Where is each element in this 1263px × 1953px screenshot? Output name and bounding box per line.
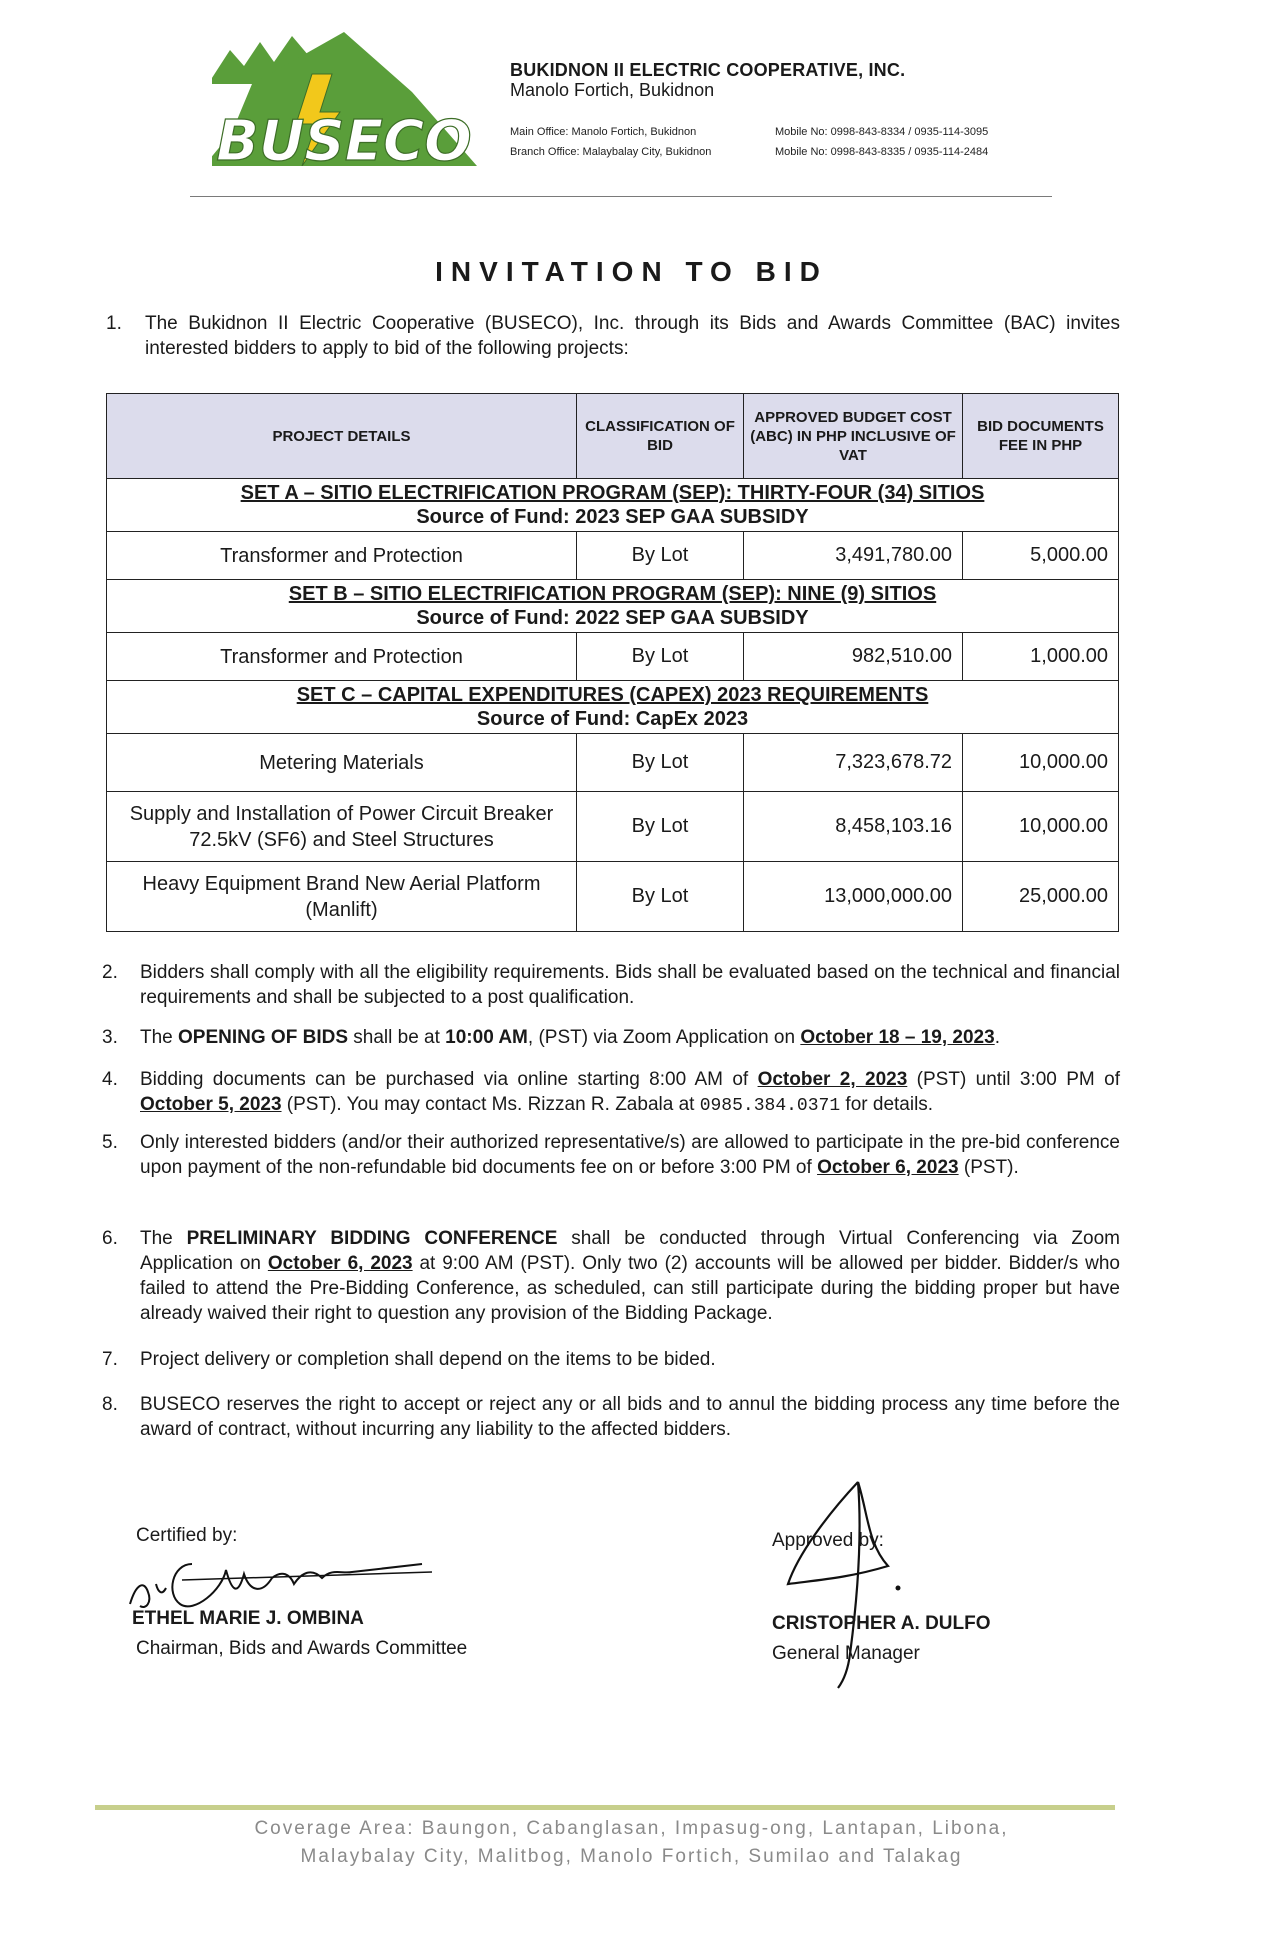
classification: By Lot bbox=[577, 734, 744, 792]
table-row bbox=[107, 734, 1119, 792]
classification: By Lot bbox=[577, 633, 744, 681]
intro-paragraph: The Bukidnon II Electric Cooperative (BUSECO), Inc. through its Bids and Awards Committee (BAC) invites interested bidders to apply to bid of the following projects: bbox=[145, 313, 1120, 359]
organization-name: BUKIDNON II ELECTRIC COOPERATIVE, INC. bbox=[510, 60, 906, 80]
bid-fee: 5,000.00 bbox=[963, 532, 1119, 580]
certified-name: ETHEL MARIE J. OMBINA bbox=[132, 1608, 364, 1629]
set-c-heading-row bbox=[107, 681, 1119, 734]
abc-amount: 13,000,000.00 bbox=[744, 862, 963, 932]
project-detail: Supply and Installation of Power Circuit Breaker 72.5kV (SF6) and Steel Structures bbox=[107, 792, 577, 862]
col-header-abc: APPROVED BUDGET COST (ABC) IN PHP INCLUSIVE OF VAT bbox=[744, 394, 963, 479]
approved-by-label: Approved by: bbox=[772, 1530, 884, 1551]
abc-amount: 3,491,780.00 bbox=[744, 532, 963, 580]
approved-title: General Manager bbox=[772, 1643, 920, 1664]
item-7-number: 7. bbox=[102, 1349, 118, 1370]
item-6-text: The PRELIMINARY BIDDING CONFERENCE shall be conducted through Virtual Conferencing via Zoom Application on October 6, 2023 at 9:00 AM (PST). Only two (2) accounts will be allowed per bidder. Bidder/s who failed to attend the Pre-Bidding Conference, as scheduled, can still participate during the bidding proper but have already waived their right to question any provision of the Bidding Package. bbox=[140, 1228, 1120, 1324]
branch-office: Branch Office: Malaybalay City, Bukidnon bbox=[510, 146, 712, 158]
item-7-text: Project delivery or completion shall depend on the items to be bided. bbox=[140, 1349, 716, 1370]
col-header-project-details: PROJECT DETAILS bbox=[107, 394, 577, 479]
coverage-area-line-2: Malaybalay City, Malitbog, Manolo Fortich, Sumilao and Talakag bbox=[300, 1846, 963, 1867]
document-title: INVITATION TO BID bbox=[435, 256, 828, 287]
item-2-text: Bidders shall comply with all the eligibility requirements. Bids shall be evaluated based on the technical and financial requirements and shall be subjected to a post qualification. bbox=[140, 962, 1120, 1008]
abc-amount: 982,510.00 bbox=[744, 633, 963, 681]
buseco-logo bbox=[212, 32, 477, 166]
coverage-area-line-1: Coverage Area: Baungon, Cabanglasan, Impasug-ong, Lantapan, Libona, bbox=[254, 1818, 1009, 1839]
svg-text:BUSECO: BUSECO bbox=[216, 109, 472, 166]
classification: By Lot bbox=[577, 862, 744, 932]
item-5-number: 5. bbox=[102, 1132, 118, 1153]
organization-location: Manolo Fortich, Bukidnon bbox=[510, 80, 715, 100]
table-header-row bbox=[107, 394, 1119, 479]
abc-amount: 8,458,103.16 bbox=[744, 792, 963, 862]
set-a-fund: Source of Fund: 2023 SEP GAA SUBSIDY bbox=[416, 506, 809, 528]
item-3-number: 3. bbox=[102, 1027, 118, 1048]
table-row bbox=[107, 633, 1119, 681]
intro-number: 1. bbox=[106, 313, 122, 334]
mobile-main: Mobile No: 0998-843-8334 / 0935-114-3095 bbox=[775, 126, 989, 138]
item-8-number: 8. bbox=[102, 1394, 118, 1415]
table-row bbox=[107, 532, 1119, 580]
certified-title: Chairman, Bids and Awards Committee bbox=[136, 1638, 468, 1659]
project-detail: Metering Materials bbox=[107, 734, 577, 792]
abc-amount: 7,323,678.72 bbox=[744, 734, 963, 792]
item-6-number: 6. bbox=[102, 1228, 118, 1249]
classification: By Lot bbox=[577, 792, 744, 862]
certified-by-label: Certified by: bbox=[136, 1525, 238, 1546]
bid-fee: 25,000.00 bbox=[963, 862, 1119, 932]
project-detail: Heavy Equipment Brand New Aerial Platform (Manlift) bbox=[107, 862, 577, 932]
table-row bbox=[107, 862, 1119, 932]
projects-table bbox=[106, 393, 1119, 932]
project-detail: Transformer and Protection bbox=[107, 532, 577, 580]
set-a-title: SET A – SITIO ELECTRIFICATION PROGRAM (SEP): THIRTY-FOUR (34) SITIOS bbox=[240, 482, 985, 504]
bid-fee: 10,000.00 bbox=[963, 734, 1119, 792]
table-row bbox=[107, 792, 1119, 862]
bid-fee: 1,000.00 bbox=[963, 633, 1119, 681]
item-4-number: 4. bbox=[102, 1069, 118, 1090]
item-5-text: Only interested bidders (and/or their authorized representative/s) are allowed to participate in the pre-bid conference upon payment of the non-refundable bid documents fee on or before 3:00 PM of October 6, 2023 (PST). bbox=[140, 1132, 1120, 1178]
mobile-branch: Mobile No: 0998-843-8335 / 0935-114-2484 bbox=[775, 146, 989, 158]
classification: By Lot bbox=[577, 532, 744, 580]
col-header-fee: BID DOCUMENTS FEE IN PHP bbox=[963, 394, 1119, 479]
set-c-title: SET C – CAPITAL EXPENDITURES (CAPEX) 2023 REQUIREMENTS bbox=[296, 684, 929, 706]
approved-name: CRISTOPHER A. DULFO bbox=[772, 1613, 991, 1634]
set-b-heading-row bbox=[107, 580, 1119, 633]
item-3-text: The OPENING OF BIDS shall be at 10:00 AM, (PST) via Zoom Application on October 18 – 19, 2023. bbox=[140, 1027, 1000, 1048]
footer-divider bbox=[95, 1805, 1115, 1810]
set-b-title: SET B – SITIO ELECTRIFICATION PROGRAM (SEP): NINE (9) SITIOS bbox=[288, 583, 937, 605]
set-b-fund: Source of Fund: 2022 SEP GAA SUBSIDY bbox=[416, 607, 809, 629]
approved-signature bbox=[758, 1474, 938, 1699]
project-detail: Transformer and Protection bbox=[107, 633, 577, 681]
bid-fee: 10,000.00 bbox=[963, 792, 1119, 862]
main-office: Main Office: Manolo Fortich, Bukidnon bbox=[510, 126, 697, 138]
col-header-classification: CLASSIFICATION OF BID bbox=[577, 394, 744, 479]
header-divider bbox=[190, 196, 1052, 197]
item-2-number: 2. bbox=[102, 962, 118, 983]
set-c-fund: Source of Fund: CapEx 2023 bbox=[476, 708, 749, 730]
item-8-text: BUSECO reserves the right to accept or reject any or all bids and to annul the bidding process any time before the award of contract, without incurring any liability to the affected bidders. bbox=[140, 1394, 1120, 1440]
item-4-text: Bidding documents can be purchased via online starting 8:00 AM of October 2, 2023 (PST) until 3:00 PM of October 5, 2023 (PST). You may contact Ms. Rizzan R. Zabala at 0985.384.0371 for details. bbox=[140, 1069, 1120, 1116]
set-a-heading-row bbox=[107, 479, 1119, 532]
